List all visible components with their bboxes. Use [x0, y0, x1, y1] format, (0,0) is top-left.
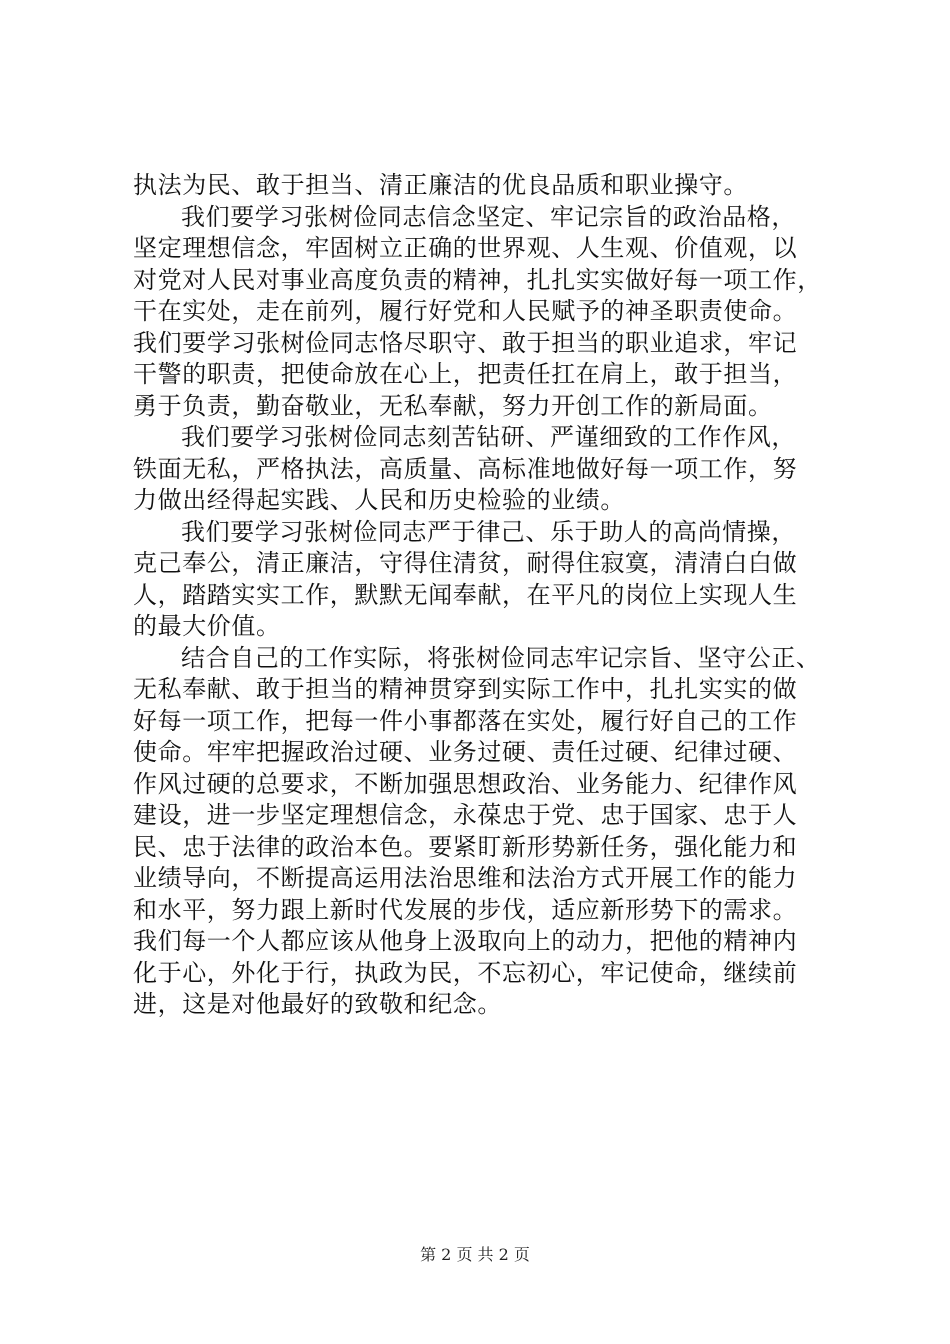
text-line: 好每一项工作，把每一件小事都落在实处，履行好自己的工作	[133, 706, 798, 735]
paragraph	[133, 517, 853, 643]
text-line: 和水平，努力跟上新时代发展的步伐，适应新形势下的需求。	[133, 895, 798, 924]
text-line: 化于心，外化于行，执政为民，不忘初心，牢记使命，继续前	[133, 958, 798, 987]
text-line: 勇于负责，勤奋敬业，无私奉献，努力开创工作的新局面。	[133, 391, 773, 420]
text-line: 执法为民、敢于担当、清正廉洁的优良品质和职业操守。	[133, 171, 748, 199]
text-line: 建设，进一步坚定理想信念，永葆忠于党、忠于国家、忠于人	[133, 801, 798, 829]
text-line: 力做出经得起实践、人民和历史检验的业绩。	[133, 486, 625, 514]
text-line: 干警的职责，把使命放在心上，把责任扛在肩上，敢于担当，	[133, 360, 798, 388]
text-line: 对党对人民对事业高度负责的精神，扎扎实实做好每一项工作，	[133, 265, 822, 294]
paragraph	[133, 643, 853, 1021]
paragraph	[133, 170, 853, 202]
text-line: 业绩导向，不断提高运用法治思维和法治方式开展工作的能力	[133, 864, 798, 892]
text-line: 人，踏踏实实工作，默默无闻奉献，在平凡的岗位上实现人生	[133, 580, 798, 609]
text-line: 使命。牢牢把握政治过硬、业务过硬、责任过硬、纪律过硬、	[133, 738, 798, 766]
text-line: 我们要学习张树俭同志恪尽职守、敢于担当的职业追求，牢记	[133, 328, 798, 357]
text-line: 干在实处，走在前列，履行好党和人民赋予的神圣职责使命。	[133, 297, 798, 325]
paragraph	[133, 202, 853, 423]
text-line: 作风过硬的总要求，不断加强思想政治、业务能力、纪律作风	[133, 769, 798, 798]
text-line: 结合自己的工作实际，将张树俭同志牢记宗旨、坚守公正、	[181, 643, 821, 672]
text-line: 民、忠于法律的政治本色。要紧盯新形势新任务，强化能力和	[133, 832, 798, 861]
text-line: 克己奉公，清正廉洁，守得住清贫，耐得住寂寞，清清白白做	[133, 549, 798, 577]
text-line: 我们要学习张树俭同志严于律己、乐于助人的高尚情操，	[181, 517, 796, 546]
page-footer: 第 2 页 共 2 页	[420, 1245, 530, 1264]
text-line: 我们要学习张树俭同志信念坚定、牢记宗旨的政治品格，	[181, 202, 796, 231]
text-line: 坚定理想信念，牢固树立正确的世界观、人生观、价值观，以	[133, 234, 798, 262]
document-body	[133, 170, 853, 1021]
text-line: 进，这是对他最好的致敬和纪念。	[133, 990, 502, 1018]
text-line: 铁面无私，严格执法，高质量、高标准地做好每一项工作，努	[133, 454, 798, 483]
text-line: 的最大价值。	[133, 612, 281, 640]
paragraph	[133, 422, 853, 517]
text-line: 无私奉献、敢于担当的精神贯穿到实际工作中，扎扎实实的做	[133, 675, 798, 703]
text-line: 我们每一个人都应该从他身上汲取向上的动力，把他的精神内	[133, 927, 798, 955]
text-line: 我们要学习张树俭同志刻苦钻研、严谨细致的工作作风，	[181, 423, 796, 451]
